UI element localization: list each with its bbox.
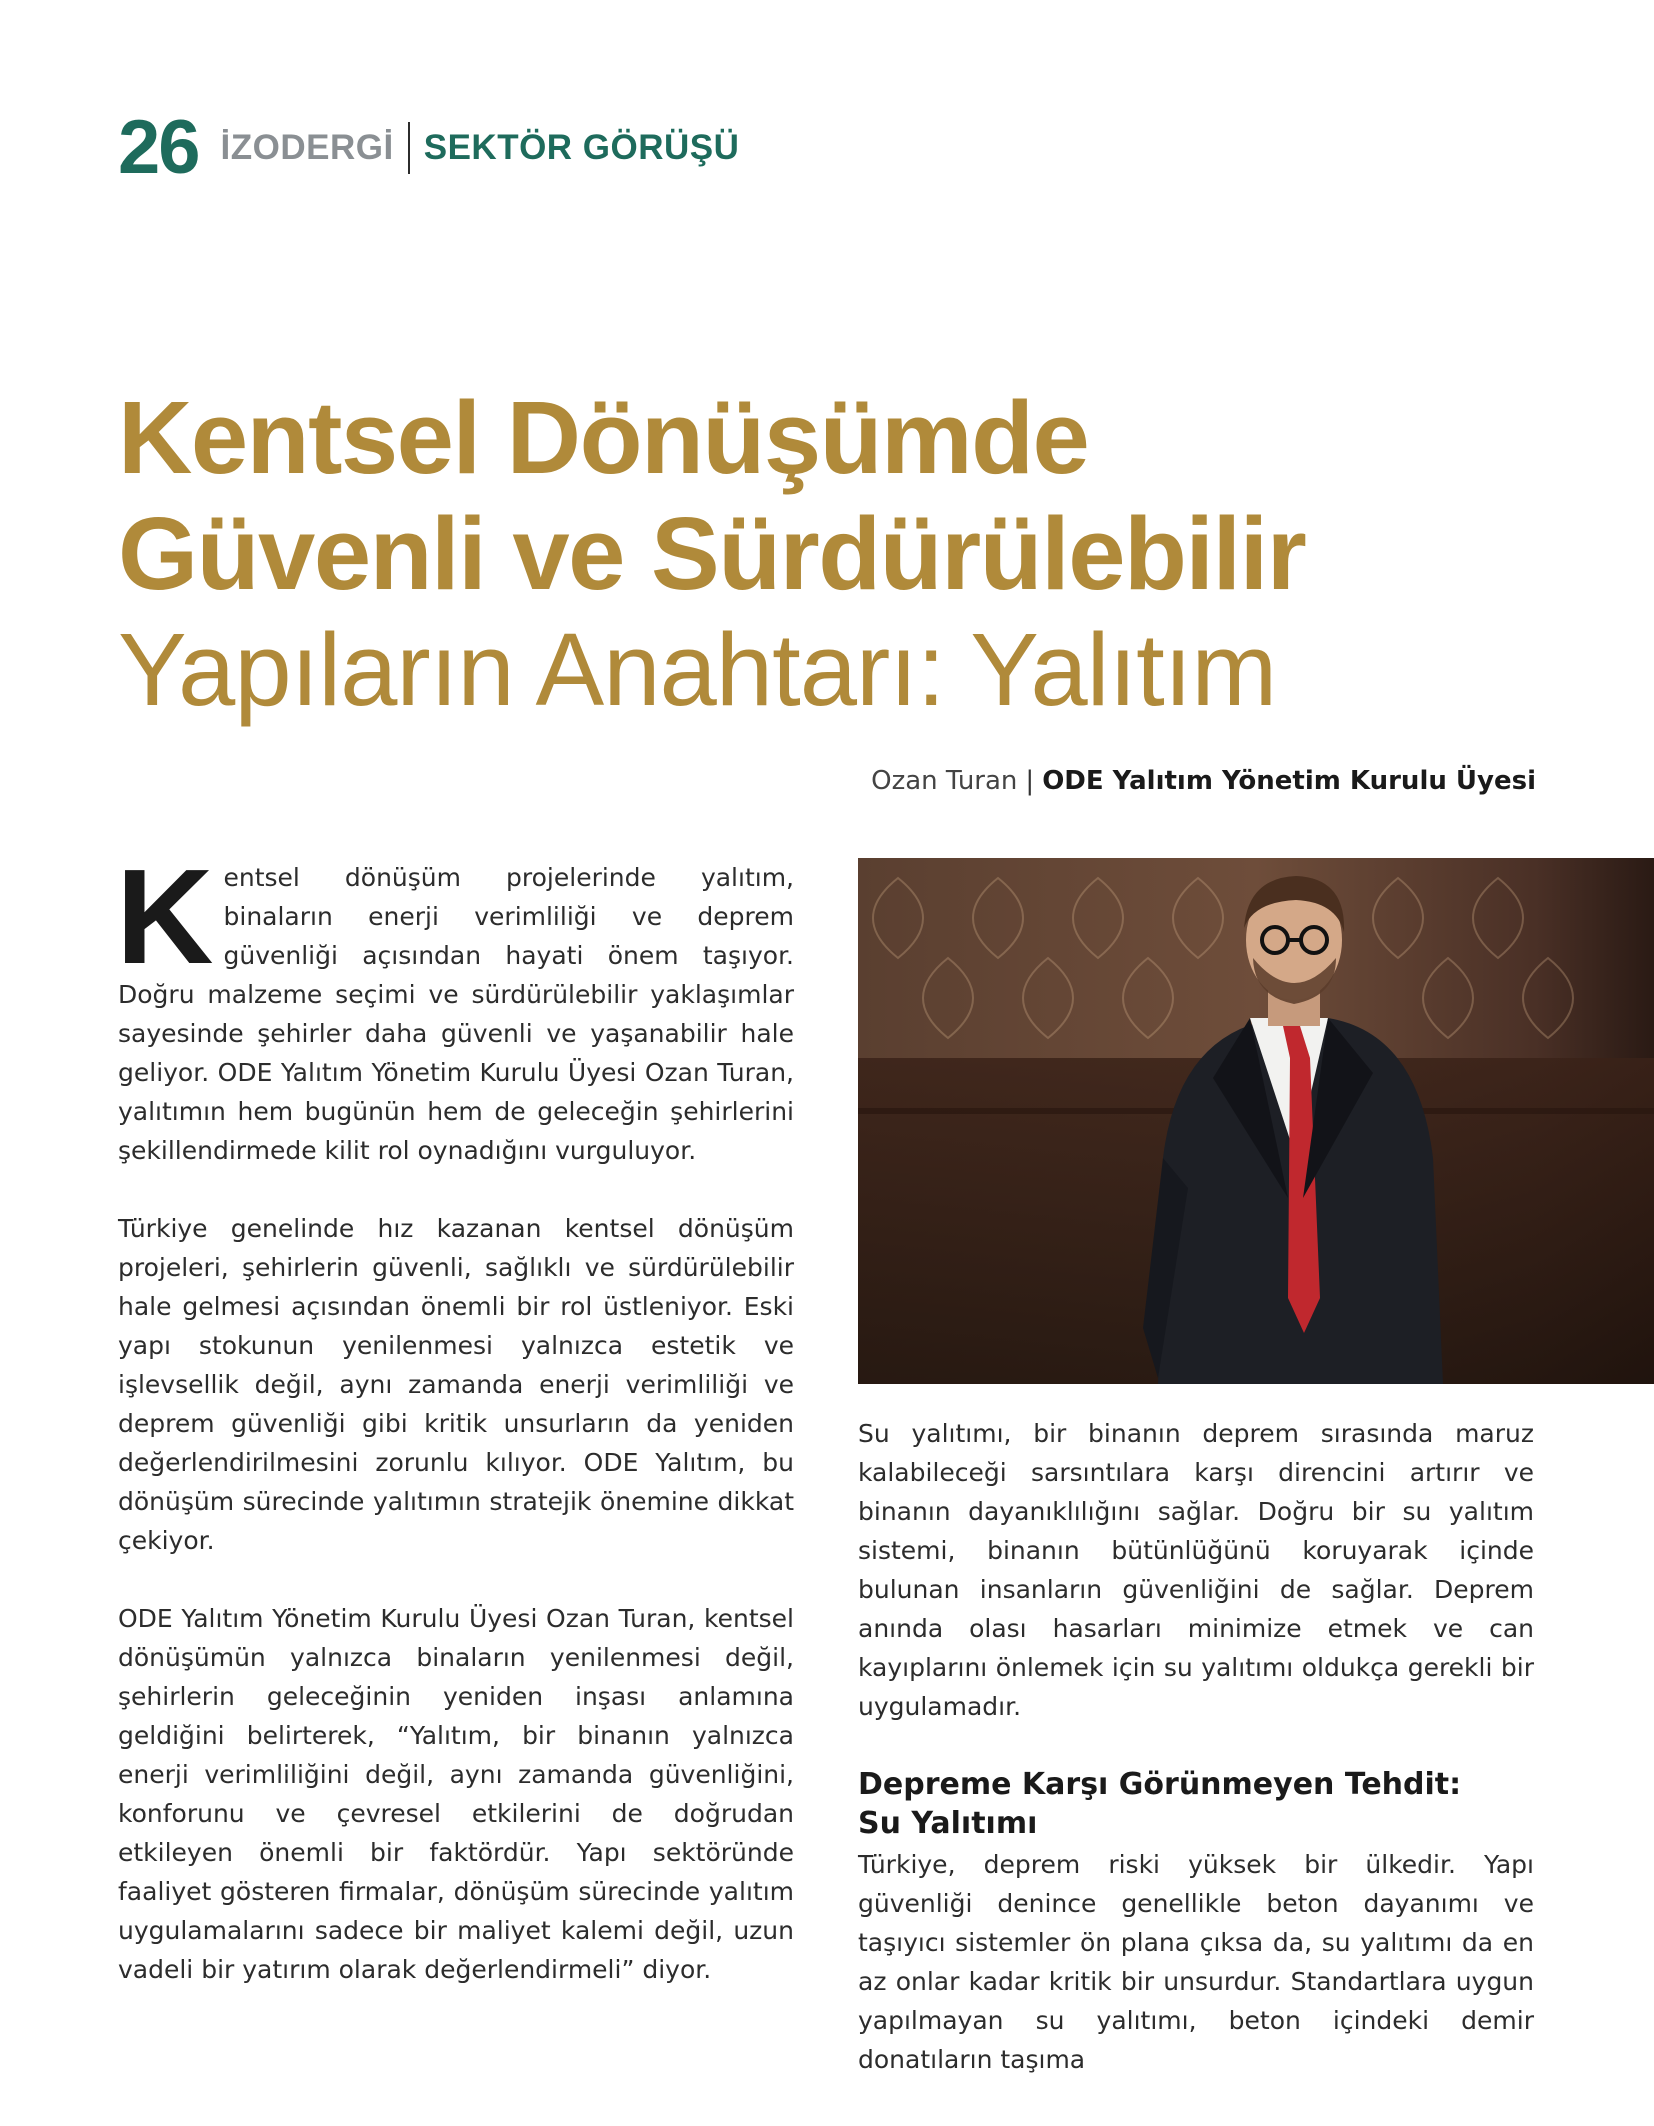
subheading [858, 1765, 1534, 1843]
subheading-line-1: Depreme Karşı Görünmeyen Tehdit: [858, 1767, 1462, 1802]
page-header [118, 105, 740, 190]
title-line-2: Güvenli ve Sürdürülebilir [118, 496, 1306, 611]
left-column [116, 841, 794, 2028]
paragraph-3: ODE Yalıtım Yönetim Kurulu Üyesi Ozan Turan, kentsel dönüşümün yalnızca binaların yenilenmesi değil, şehirlerin geleceğinin yeniden inşası anlamına geldiğini belirterek, “Yalıtım, bir binanın yalnızca enerji verimliliğini değil, aynı zamanda güvenliğini, konforunu ve çevresel etkilerini de doğrudan etkileyen önemli bir faktördür. Yapı sektöründe faaliyet gösteren firmalar, dönüşüm sürecinde yalıtım uygulamalarını sadece bir maliyet kalemi değil, uzun vadeli bir yatırım olarak değerlendirmeli” diyor. [118, 1604, 794, 1984]
author-name: Ozan Turan [871, 766, 1018, 796]
byline-separator: | [1025, 766, 1035, 796]
drop-cap: K [116, 841, 214, 992]
right-column [858, 1414, 1534, 2118]
portrait-photo [858, 858, 1654, 1384]
section-name: SEKTÖR GÖRÜŞÜ [423, 128, 740, 167]
title-line-3: Yapıların Anahtarı: Yalıtım [118, 612, 1277, 727]
intro-paragraph [116, 841, 794, 1170]
portrait-illustration [858, 858, 1654, 1384]
paragraph-2: Türkiye genelinde hız kazanan kentsel dönüşüm projeleri, şehirlerin güvenli, sağlıklı ve sürdürülebilir hale gelmesi açısından önemli bir rol üstleniyor. Eski yapı stokunun yenilenmesi yalnızca estetik ve işlevsellik değil, aynı zamanda enerji verimliliği ve deprem güvenliği gibi kritik unsurların da yeniden değerlendirilmesini zorunlu kılıyor. ODE Yalıtım, bu dönüşüm sürecinde yalıtımın stratejik önemine dikkat çekiyor. [118, 1214, 794, 1555]
header-divider [408, 122, 410, 174]
right-paragraph-1: Su yalıtımı, bir binanın deprem sırasında maruz kalabileceği sarsıntılara karşı direncini artırır ve binanın dayanıklılığını sağlar. Doğru bir su yalıtım sistemi, binanın bütünlüğünü koruyarak içinde bulunan insanların güvenliğini de sağlar. Deprem anında olası hasarları minimize etmek ve can kayıplarını önlemek için su yalıtımı oldukça gerekli bir uygulamadır. [858, 1419, 1534, 1721]
article-title [118, 380, 1568, 728]
intro-text: entsel dönüşüm projelerinde yalıtım, binaların enerji verimliliği ve deprem güvenliği açısından hayati önem taşıyor. Doğru malzeme seçimi ve sürdürülebilir yaklaşımlar sayesinde şehirler daha güvenli ve yaşanabilir hale geliyor. ODE Yalıtım Yönetim Kurulu Üyesi Ozan Turan, yalıtımın hem bugünün hem de geleceğin şehirlerini şekillendirmede kilit rol oynadığını vurguluyor. [118, 863, 794, 1165]
magazine-name: İZODERGİ [220, 128, 394, 167]
title-line-1: Kentsel Dönüşümde [118, 380, 1089, 495]
author-role: ODE Yalıtım Yönetim Kurulu Üyesi [1042, 766, 1536, 796]
page-number: 26 [118, 105, 199, 190]
right-paragraph-2: Türkiye, deprem riski yüksek bir ülkedir. Yapı güvenliği denince genellikle beton dayanımı ve taşıyıcı sistemler ön plana çıksa da, su yalıtımı da en az onlar kadar kritik bir unsurdur. Standartlara uygun yapılmayan su yalıtımı, beton içindeki demir donatıların taşıma [858, 1850, 1534, 2074]
byline [871, 766, 1536, 796]
subheading-line-2: Su Yalıtımı [858, 1806, 1038, 1841]
